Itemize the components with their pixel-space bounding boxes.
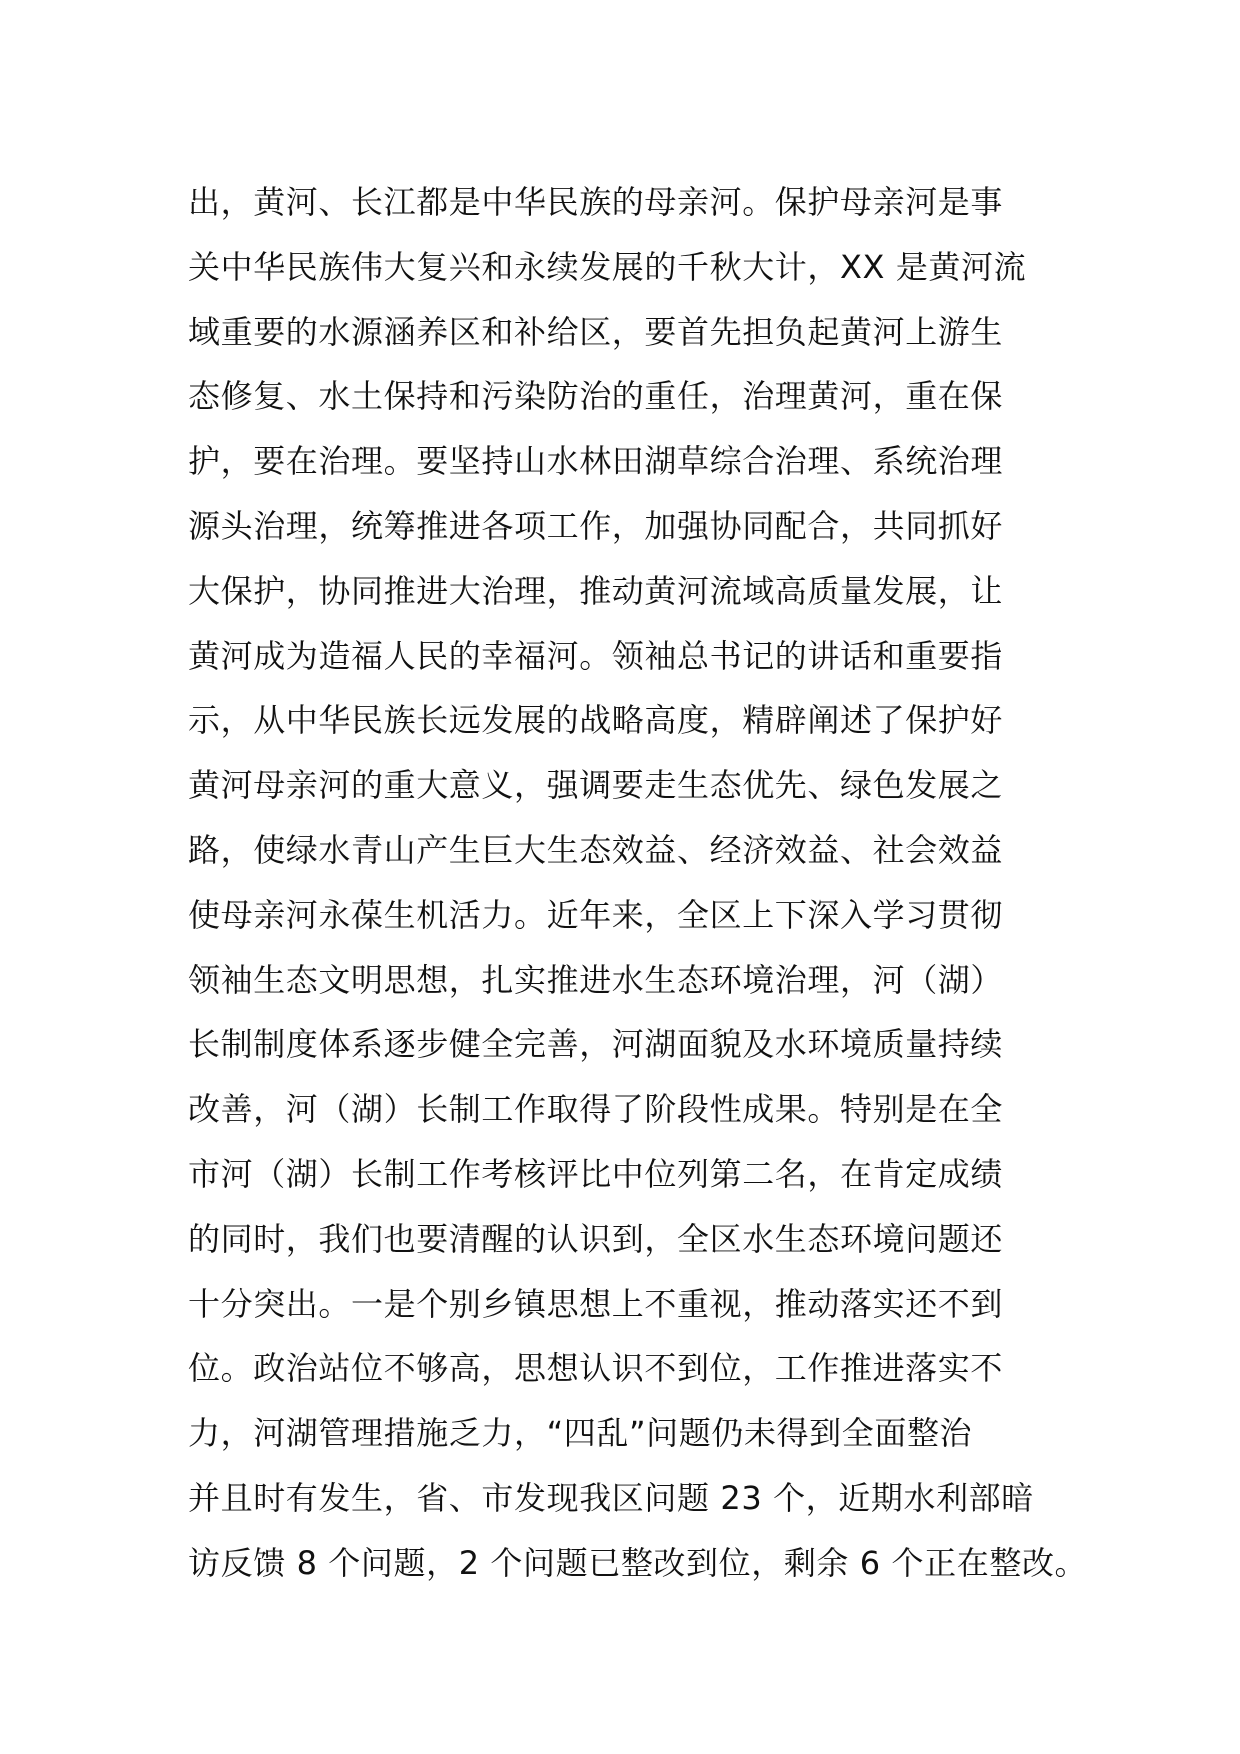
- text-line: 态修复、水土保持和污染防治的重任，治理黄河，重在保: [188, 377, 1004, 416]
- text-line: 并且时有发生，省、市发现我区问题 23 个，近期水利部暗: [188, 1478, 1034, 1517]
- text-line: 关中华民族伟大复兴和永续发展的千秋大计，XX 是黄河流: [188, 247, 1027, 286]
- text-line: 领袖生态文明思想，扎实推进水生态环境治理，河（湖）: [188, 960, 1004, 999]
- text-line: 改善，河（湖）长制工作取得了阶段性成果。特别是在全: [188, 1090, 1004, 1129]
- body-text: [188, 170, 1088, 1596]
- text-line: 访反馈 8 个问题，2 个问题已整改到位，剩余 6 个正在整改。: [188, 1543, 1088, 1582]
- text-line: 市河（湖）长制工作考核评比中位列第二名，在肯定成绩: [188, 1154, 1004, 1193]
- text-line: 十分突出。一是个别乡镇思想上不重视，推动落实还不到: [188, 1284, 1004, 1323]
- text-line: 的同时，我们也要清醒的认识到，全区水生态环境问题还: [188, 1219, 1004, 1258]
- text-line: 域重要的水源涵养区和补给区，要首先担负起黄河上游生: [188, 312, 1004, 351]
- text-line: 护，要在治理。要坚持山水林田湖草综合治理、系统治理: [188, 442, 1004, 481]
- text-line: 示，从中华民族长远发展的战略高度，精辟阐述了保护好: [188, 701, 1004, 740]
- text-line: 源头治理，统筹推进各项工作，加强协同配合，共同抓好: [188, 506, 1004, 545]
- text-line: 黄河母亲河的重大意义，强调要走生态优先、绿色发展之: [188, 766, 1004, 805]
- text-line: 长制制度体系逐步健全完善，河湖面貌及水环境质量持续: [188, 1025, 1004, 1064]
- text-line: 使母亲河永葆生机活力。近年来，全区上下深入学习贯彻: [188, 895, 1004, 934]
- text-line: 路，使绿水青山产生巨大生态效益、经济效益、社会效益: [188, 830, 1004, 869]
- text-line: 力，河湖管理措施乏力，“四乱”问题仍未得到全面整治: [188, 1414, 973, 1453]
- text-line: 出，黄河、长江都是中华民族的母亲河。保护母亲河是事: [188, 183, 1004, 221]
- text-line: 大保护，协同推进大治理，推动黄河流域高质量发展，让: [188, 571, 1004, 610]
- text-line: 黄河成为造福人民的幸福河。领袖总书记的讲话和重要指: [188, 636, 1004, 675]
- text-line: 位。政治站位不够高，思想认识不到位，工作推进落实不: [188, 1349, 1004, 1388]
